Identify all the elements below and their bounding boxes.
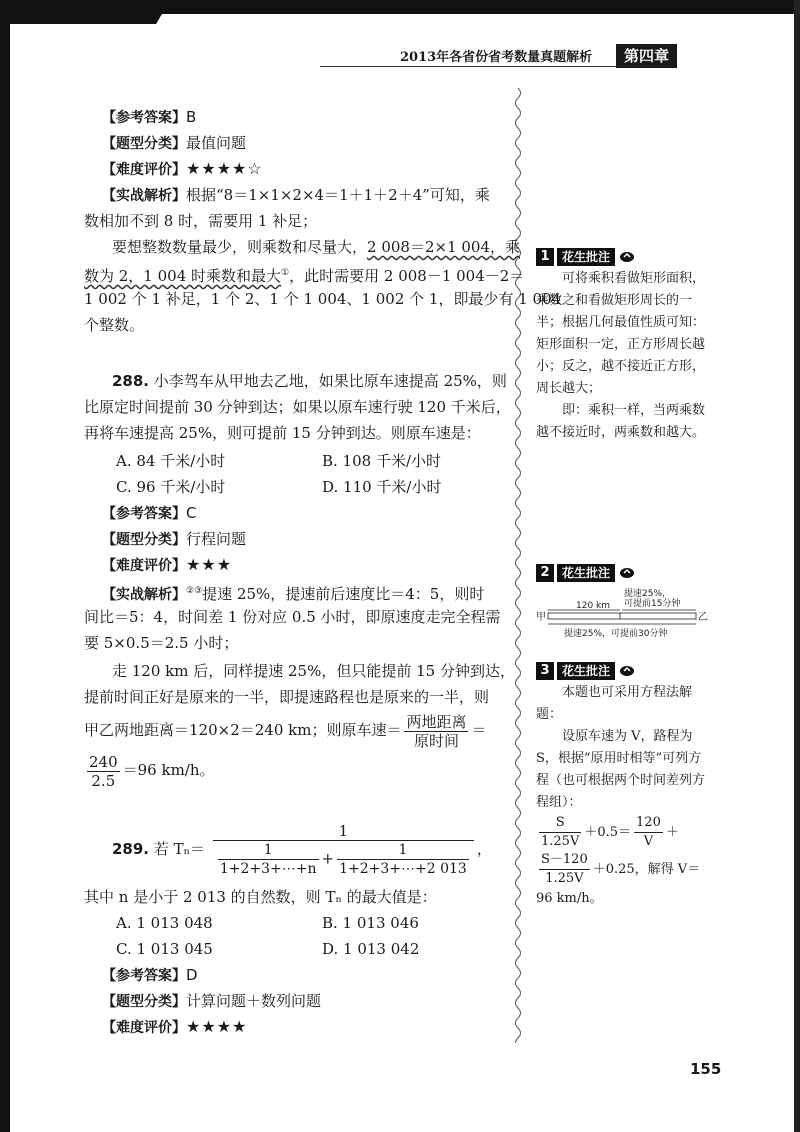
stem-text: 若 Tₙ＝ [153,840,206,858]
running-header [320,44,770,72]
fraction-numerator: 240 [89,752,118,771]
sub-fraction [218,841,319,878]
header-title: 2013年各省份省考数量真题解析 [400,50,593,65]
note-number: 2 [536,564,554,582]
route-diagram [536,586,714,648]
equation-text: ＋ [665,825,679,840]
q288-type-row [102,528,246,551]
peanut-icon [618,662,636,680]
q288-answer-row [102,502,196,525]
analysis-line: 数相加不到 8 时，需要用 1 补足； [84,212,318,230]
q289-difficulty-row [102,1016,247,1039]
note-number: 1 [536,248,554,266]
q288-difficulty-row [102,554,232,577]
type-value: 计算问题＋数列问题 [186,992,322,1010]
page-number: 155 [690,1060,722,1078]
fraction-denominator: 1.25V [541,834,580,849]
q288-stem-line [112,370,507,392]
option-a: A. 1 013 048 [116,914,213,932]
note-equation [536,814,714,851]
answer-value: D [186,966,198,984]
note-paragraph: 设原车速为 V，路程为 S，根据“原用时相等”可列方程（也可根据两个时间差列方程组）： [536,729,706,810]
q287-difficulty-row [102,158,263,181]
wavy-underlined-text: 2 008＝2×1 004，乘 [367,238,521,256]
q289-stem-line [112,822,492,878]
answer-tag: 【参考答案】 [102,968,186,984]
difficulty-stars: ★★★★☆ [186,159,263,178]
fraction-denominator: 1.25V [545,871,584,886]
wavy-divider [512,88,524,1043]
diagram-text: 可提前15分钟 [624,599,681,609]
fraction-numerator: 120 [634,814,663,833]
q287-type-row [102,132,246,155]
type-tag: 【题型分类】 [102,994,186,1010]
analysis-text: 甲乙两地距离＝120×2＝240 km；则原车速＝ [84,721,402,739]
analysis-line: 间比＝5：4，时间差 1 份对应 0.5 小时，即原速度走完全程需 [84,608,501,626]
sub-numerator: 1 [337,841,469,860]
question-number: 288. [112,372,150,390]
q288-analysis-row [102,580,484,606]
q289-stem-line: 其中 n 是小于 2 013 的自然数，则 Tₙ 的最大值是： [84,888,437,906]
analysis-text: ，此时需要用 2 008－1 004－2＝ [289,267,525,285]
stem-text: ， [476,840,492,858]
fraction [539,814,581,851]
q289-answer-row [102,964,198,987]
analysis-line: 个整数。 [84,316,145,334]
diagram-text: 提速25%，可提前30分钟 [564,629,668,639]
type-tag: 【题型分类】 [102,532,186,548]
analysis-tag: 【实战解析】 [102,587,186,603]
fraction-numerator: 两地距离 [406,712,467,731]
scan-border-corner [0,0,170,24]
q288-stem-line: 比原定时间提前 30 分钟到达；如果以原车速行驶 120 千米后， [84,398,511,416]
note-paragraph: 即：乘积一样，当两乘数越不接近时，两乘数和越大。 [536,403,706,440]
note-label: 花生批注 [557,564,615,582]
formula-numerator: 1 [213,822,474,841]
side-note-2 [536,562,714,648]
difficulty-tag: 【难度评价】 [102,162,186,178]
option-c: C. 1 013 045 [116,940,213,958]
peanut-icon [618,248,636,266]
fraction [404,713,468,750]
note-badge [536,562,714,584]
equation-text: ＋0.5＝ [584,825,632,840]
note-paragraph: 可将乘积看做矩形面积，乘数之和看做矩形周长的一半；根据几何最值性质可知：矩形面积一定，正方形周长越小；反之，越不接近正方形，周长越大； [536,271,706,396]
note-badge [536,246,714,268]
analysis-line [112,236,520,258]
scan-border-right [794,0,800,1132]
answer-tag: 【参考答案】 [102,506,186,522]
q288-stem-line: 再将车速提高 25%，则可提前 15 分钟到达。则原车速是： [84,424,481,442]
side-note-3 [536,660,714,910]
tn-formula [213,822,474,878]
fraction [634,814,663,851]
type-tag: 【题型分类】 [102,136,186,152]
wavy-underlined-text: 数为 2，1 004 时乘数和最大 [84,267,282,285]
difficulty-stars: ★★★★ [186,1017,248,1036]
note-result: 96 km/h。 [536,891,603,906]
question-number: 289. [112,840,150,858]
type-value: 最值问题 [186,134,247,152]
footnote-mark: ① [281,268,290,278]
q287-answer-row [102,106,196,129]
analysis-text: ＝ [471,721,487,739]
analysis-text: ＝96 km/h。 [122,761,215,779]
analysis-line [84,712,487,750]
footnote-marks: ②③ [186,586,203,596]
option-b: B. 108 千米/小时 [322,452,442,470]
side-note-1 [536,246,714,444]
chapter-tab: 第四章 [616,44,677,68]
note-label: 花生批注 [557,662,615,680]
endpoint-left: 甲 [536,612,546,623]
analysis-text: 提速 25%，提速前后速度比＝4：5，则时 [202,585,485,603]
option-d: D. 1 013 042 [322,940,420,958]
peanut-icon [618,564,636,582]
analysis-line: 1 002 个 1 补足，1 个 2、1 个 1 004、1 002 个 1，即最少有 1 004 [84,290,562,308]
note-label: 花生批注 [557,248,615,266]
analysis-line: 走 120 km 后，同样提速 25%，但只能提前 15 分钟到达， [112,662,515,680]
note-number: 3 [536,662,554,680]
sub-fraction [337,841,469,878]
note-paragraph: 本题也可采用方程法解题： [536,685,693,722]
fraction-numerator: S [539,814,581,833]
header-rule [320,66,616,67]
formula-denominator [213,841,474,878]
analysis-line: 要 5×0.5＝2.5 小时； [84,634,239,652]
diagram-text: 提速25%， [624,589,672,599]
option-a: A. 84 千米/小时 [116,452,226,470]
q289-type-row [102,990,321,1013]
analysis-text: 要想整数数量最少，则乘数和尽量大， [112,238,368,256]
stem-text: 小李驾车从甲地去乙地，如果比原车速提高 25%，则 [153,372,507,390]
scan-border-left [0,0,10,1132]
option-d: D. 110 千米/小时 [322,478,442,496]
answer-tag: 【参考答案】 [102,110,186,126]
fraction [87,753,120,790]
fraction [539,851,590,888]
type-value: 行程问题 [186,530,247,548]
analysis-line: 根据“8＝1×1×2×4＝1＋1＋2＋4”可知，乘 [186,186,490,204]
answer-value: B [186,108,197,126]
q287-analysis-row [102,184,490,207]
analysis-line [84,262,524,287]
segment-label: 120 km [576,601,611,611]
analysis-line [84,752,215,790]
equation-text: ＋0.25，解得 V＝ [592,862,701,877]
answer-value: C [186,504,197,522]
note-equation [536,851,714,888]
difficulty-tag: 【难度评价】 [102,558,186,574]
endpoint-right: 乙 [698,612,708,623]
difficulty-stars: ★★★ [186,555,233,574]
note-badge [536,660,714,682]
fraction-numerator: S－120 [539,851,590,870]
sub-denominator: 1+2+3+⋯+2 013 [339,861,467,877]
analysis-line: 提前时间正好是原来的一半，即提速路程也是原来的一半，则 [84,688,490,706]
analysis-tag: 【实战解析】 [102,188,186,204]
sub-denominator: 1+2+3+⋯+n [219,861,317,877]
fraction-denominator: V [643,834,654,849]
option-c: C. 96 千米/小时 [116,478,226,496]
sub-numerator: 1 [218,841,319,860]
difficulty-tag: 【难度评价】 [102,1020,186,1036]
option-b: B. 1 013 046 [322,914,419,932]
fraction-denominator: 原时间 [413,731,459,750]
fraction-denominator: 2.5 [91,771,116,790]
plus-sign: + [321,849,335,868]
